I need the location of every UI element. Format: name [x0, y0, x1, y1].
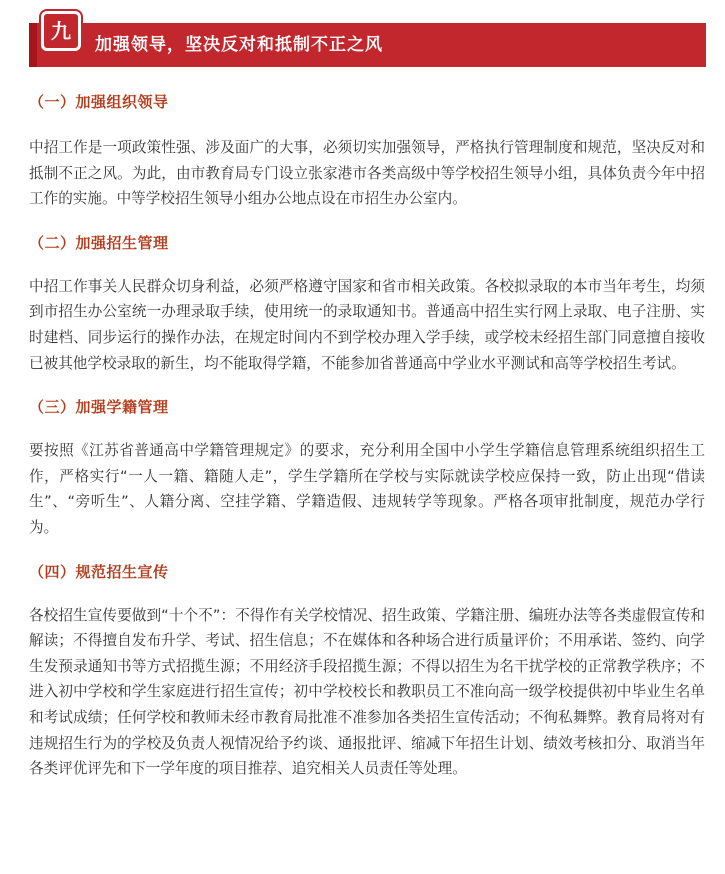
section-header-bar — [29, 19, 706, 67]
article-content — [29, 67, 705, 782]
header-left-stripe — [29, 23, 37, 67]
subsection-heading-2: （二）加强招生管理 — [29, 233, 169, 252]
subsection-heading-4: （四）规范招生宣传 — [29, 562, 169, 581]
subsection-paragraph-4: 各校招生宣传要做到“十个不”：不得作有关学校情况、招生政策、学籍注册、编班办法等各类虚假宣传和解读；不得擅自发布升学、考试、招生信息；不在媒体和各种场合进行质量评价；不用承诺、签约、向学生发预录通知书等方式招揽生源；不用经济手段招揽生源；不得以招生为名干扰学校的正常教学秩序；不进入初中学校和学生家庭进行招生宣传；初中学校校长和教职员工不准向高一级学校提供初中毕业生名单和考试成绩；任何学校和教师未经市教育局批准不准参加各类招生宣传活动；不徇私舞弊。教育局将对有违规招生行为的学校及负责人视情况给予约谈、通报批评、缩减下年招生计划、绩效考核扣分、取消当年各类评优评先和下一学年度的项目推荐、追究相关人员责任等处理。 — [29, 606, 705, 778]
subsection-heading-1: （一）加强组织领导 — [29, 93, 169, 111]
section-number-badge: 九 — [41, 11, 81, 51]
subsection-paragraph-2: 中招工作事关人民群众切身利益，必须严格遵守国家和省市相关政策。各校拟录取的本市当年考生，均须到市招生办公室统一办理录取手续，使用统一的录取通知书。普通高中招生实行网上录取、电子注册、实时建档、同步运行的操作办法，在规定时间内不到学校办理入学手续，或学校未经招生部门同意擅自接收已被其他学校录取的新生，均不能取得学籍，不能参加省普通高中学业水平测试和高等学校招生考试。 — [29, 277, 705, 372]
subsection-paragraph-3: 要按照《江苏省普通高中学籍管理规定》的要求，充分利用全国中小学生学籍信息管理系统组织招生工作，严格实行“一人一籍、籍随人走”，学生学籍所在学校与实际就读学校应保持一致，防止出现“借读生”、“旁听生”、人籍分离、空挂学籍、学籍造假、违规转学等现象。严格各项审批制度，规范办学行为。 — [29, 442, 705, 536]
subsection-heading-3: （三）加强学籍管理 — [29, 398, 169, 417]
section-header-title: 加强领导，坚决反对和抵制不正之风 — [95, 35, 383, 55]
subsection-paragraph-1: 中招工作是一项政策性强、涉及面广的大事，必须切实加强领导，严格执行管理制度和规范，坚决反对和抵制不正之风。为此，由市教育局专门设立张家港市各类高级中等学校招生领导小组，具体负责今年中招工作的实施。中等学校招生领导小组办公地点设在市招生办公室内。 — [29, 139, 705, 208]
